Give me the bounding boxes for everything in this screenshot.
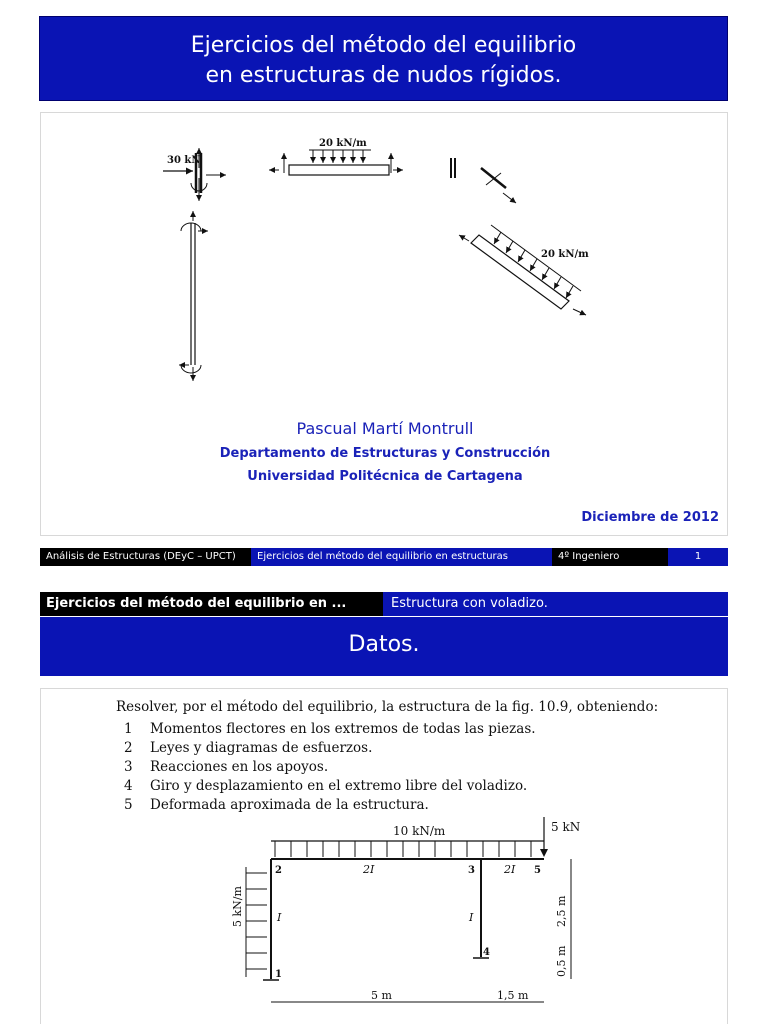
university-name: Universidad Politécnica de Cartagena: [247, 469, 523, 484]
dim-05-label: 0,5 m: [555, 945, 568, 977]
beam-23-diagram: [269, 138, 403, 175]
inclined-bar-diagram: [459, 225, 589, 315]
frame-structure-diagram: [41, 817, 729, 1017]
slide1-content: [40, 112, 728, 536]
author-name: Pascual Martí Montrull: [296, 419, 474, 438]
node-5-label: 5: [534, 865, 541, 876]
column-12-diagram: [179, 211, 208, 381]
item-number: 2: [124, 740, 133, 756]
list-item: [124, 740, 372, 756]
free-body-diagram: [41, 113, 729, 413]
dim-5-label: 5 m: [371, 989, 392, 1002]
footer-course: Análisis de Estructuras (DEyC – UPCT): [46, 551, 236, 562]
joint-3-diagram: [451, 158, 516, 203]
item-text: Leyes y diagramas de esfuerzos.: [150, 740, 373, 756]
side-load-label: 5 kN/m: [231, 886, 244, 927]
title-line-1: Ejercicios del método del equilibrio: [190, 33, 577, 58]
node-4-label: 4: [483, 947, 490, 958]
joint-2-diagram: [163, 148, 226, 201]
header-right: Estructura con voladizo.: [383, 592, 728, 616]
list-item: [124, 778, 527, 794]
node-2-label: 2: [275, 865, 282, 876]
header-left: Ejercicios del método del equilibrio en ...: [40, 592, 383, 616]
dim-15-label: 1,5 m: [497, 989, 529, 1002]
point-load-label: 5 kN: [551, 820, 581, 834]
slide2-content: [40, 688, 728, 1024]
problem-intro: Resolver, por el método del equilibrio, la estructura de la fig. 10.9, obteniendo:: [116, 699, 659, 715]
col-12-inertia: I: [277, 911, 282, 924]
item-text: Momentos flectores en los extremos de todas las piezas.: [150, 721, 536, 737]
node-3-label: 3: [468, 865, 475, 876]
section-title: Datos.: [40, 617, 728, 676]
load-20b-label: 20 kN/m: [541, 249, 589, 260]
item-text: Reacciones en los apoyos.: [150, 759, 329, 775]
list-item: [124, 759, 328, 775]
item-number: 1: [124, 721, 133, 737]
slide1-footer: [40, 548, 728, 580]
slide1-title: [39, 16, 728, 101]
title-line-2: en estructuras de nudos rígidos.: [205, 63, 562, 88]
item-number: 3: [124, 759, 133, 775]
load-20-label: 20 kN/m: [319, 138, 367, 149]
slide2-header: [40, 592, 728, 616]
footer-degree: 4º Ingeniero Industrial: [558, 551, 620, 580]
top-load-label: 10 kN/m: [393, 824, 446, 838]
dim-25-label: 2,5 m: [555, 895, 568, 927]
load-30-label: 30 kN: [167, 155, 201, 166]
node-1-label: 1: [275, 969, 282, 980]
department-name: Departamento de Estructuras y Construcción: [219, 446, 551, 461]
beam-35-inertia: 2I: [504, 863, 516, 876]
item-text: Deformada aproximada de la estructura.: [150, 797, 429, 813]
list-item: [124, 797, 429, 813]
col-34-inertia: I: [469, 911, 474, 924]
item-text: Giro y desplazamiento en el extremo libre del voladizo.: [150, 778, 528, 794]
beam-23-inertia: 2I: [363, 863, 375, 876]
item-number: 5: [124, 797, 133, 813]
date-label: Diciembre de 2012: [581, 510, 719, 525]
footer-page: 1: [668, 548, 728, 566]
item-number: 4: [124, 778, 133, 794]
footer-topic: Ejercicios del método del equilibrio en estructuras: [251, 548, 552, 566]
list-item: [124, 721, 536, 737]
